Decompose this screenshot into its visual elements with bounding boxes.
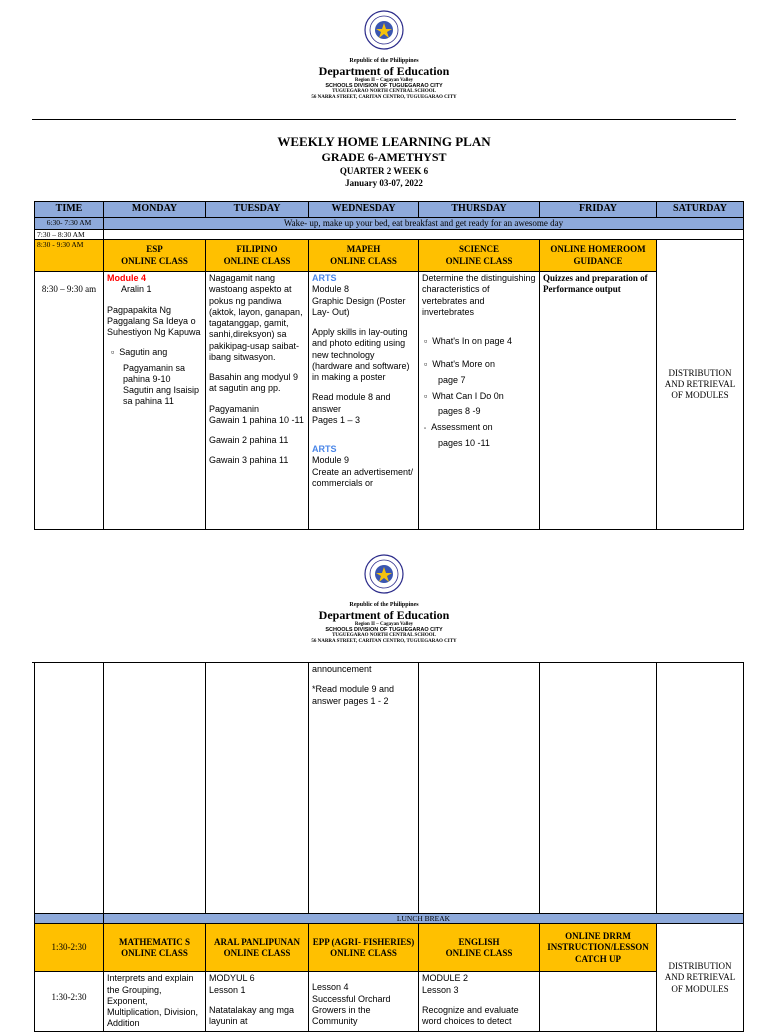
letterhead-page2 xyxy=(0,602,768,644)
region-text: Region II – Cagayan Valley xyxy=(354,621,414,627)
deped-seal-icon xyxy=(364,554,404,594)
content-row-afternoon xyxy=(35,972,744,1032)
thursday-intro: Determine the distinguishing characteristics of vertebrates and invertebrates xyxy=(422,273,536,317)
subject-filipino: FILIPINO ONLINE CLASS xyxy=(206,240,309,272)
subject-row-morning xyxy=(35,240,744,272)
wednesday-read-module9: *Read module 9 and answer pages 1 - 2 xyxy=(312,684,395,706)
wednesday-announcement: announcement xyxy=(312,664,372,674)
monday-module: Module 4 xyxy=(107,273,147,284)
plan-title: WEEKLY HOME LEARNING PLAN xyxy=(277,134,491,149)
deped-seal-icon xyxy=(364,10,404,50)
plan-dates: January 03-07, 2022 xyxy=(345,178,423,188)
monday-rest: Pagyamanin sa pahina 9-10 Sagutin ang Isaisip sa pahina 11 xyxy=(123,362,200,407)
wednesday-module8: Module 8 xyxy=(312,284,350,295)
wednesday-continuation xyxy=(309,663,419,914)
monday-bullet: Sagutin ang xyxy=(119,347,168,358)
bullet-icon: ▫ xyxy=(424,426,432,433)
schedule-table-page1 xyxy=(34,201,744,530)
tuesday-gawain1: Gawain 1 pahina 10 -11 xyxy=(209,414,304,425)
english-lesson: Lesson 3 xyxy=(422,984,459,995)
subject-esp: ESP ONLINE CLASS xyxy=(104,240,206,272)
time-830: 8:30 - 9:30 AM xyxy=(35,240,104,272)
thursday-assessment-pages: pages 10 -11 xyxy=(438,437,490,448)
bullet-icon: ▫ xyxy=(424,359,433,370)
wednesday-create: Create an advertisement/ commercials or xyxy=(312,466,414,488)
saturday-distribution-afternoon: DISTRIBUTION AND RETRIEVAL OF MODULES xyxy=(657,924,744,1032)
plan-grade: GRADE 6-AMETHYST xyxy=(321,150,447,164)
bullet-icon: ▫ xyxy=(424,390,433,401)
wednesday-arts-1: ARTS xyxy=(312,273,337,284)
monday-content xyxy=(104,272,206,530)
time-630: 6:30- 7:30 AM xyxy=(35,217,104,229)
thursday-what-can-i-do: What Can I Do 0n xyxy=(432,390,504,401)
wednesday-skills: Apply skills in lay-outing and photo editing using new technology (hardware and software) in making a poster xyxy=(312,327,410,383)
epp-title: Successful Orchard Growers in the Community xyxy=(312,993,391,1027)
time-morning: 8:30 – 9:30 am xyxy=(35,272,104,530)
department-text: Department of Education xyxy=(318,607,450,622)
bullet-icon: ▫ xyxy=(424,336,433,347)
ap-modyul: MODYUL 6 xyxy=(209,973,255,984)
epp-lesson: Lesson 4 xyxy=(312,982,349,993)
subject-english: ENGLISH ONLINE CLASS xyxy=(419,924,540,972)
subject-row-afternoon xyxy=(35,924,744,972)
time-afternoon-1: 1:30-2:30 xyxy=(35,924,104,972)
subject-mapeh: MAPEH ONLINE CLASS xyxy=(309,240,419,272)
schedule-table-page2 xyxy=(34,662,744,1032)
monday-aralin: Aralin 1 xyxy=(121,284,152,295)
thursday-whats-more-page: page 7 xyxy=(438,374,466,385)
header-rule xyxy=(32,119,736,120)
tuesday-gawain2: Gawain 2 pahina 11 xyxy=(209,435,289,446)
header-time: TIME xyxy=(35,202,104,218)
address-text: 56 NARRA STREET, CARITAN CENTRO, TUGUEGARAO CITY xyxy=(311,94,457,100)
day-header-row xyxy=(35,202,744,218)
header-saturday: SATURDAY xyxy=(657,202,744,218)
department-text: Department of Education xyxy=(318,63,450,78)
subject-homeroom: ONLINE HOMEROOM GUIDANCE xyxy=(540,240,657,272)
thursday-what-can-i-do-pages: pages 8 -9 xyxy=(438,406,481,417)
school-text: TUGUEGARAO NORTH CENTRAL SCHOOL xyxy=(332,89,436,95)
tuesday-gawain3: Gawain 3 pahina 11 xyxy=(209,455,289,466)
english-objective: Recognize and evaluate word choices to detect xyxy=(422,1004,519,1027)
tuesday-basahin: Basahin ang modyul 9 at sagutin ang pp. xyxy=(209,372,299,394)
thursday-assessment: Assessment on xyxy=(431,422,493,433)
thursday-whats-more: What's More on xyxy=(432,359,495,370)
wake-up-row xyxy=(35,217,744,229)
lunch-row xyxy=(35,914,744,924)
wednesday-read: Read module 8 and answer xyxy=(312,392,391,414)
division-text: SCHOOLS DIVISION OF TUGUEGARAO CITY xyxy=(325,627,443,634)
subject-drrm: ONLINE DRRM INSTRUCTION/LESSON CATCH UP xyxy=(540,924,657,972)
header-tuesday: TUESDAY xyxy=(206,202,309,218)
region-text: Region II – Cagayan Valley xyxy=(354,77,414,83)
ap-content xyxy=(206,972,309,1032)
time-730: 7:30 – 8:30 AM xyxy=(35,229,104,239)
tuesday-content xyxy=(206,272,309,530)
ap-objective: Natatalakay ang mga layunin at xyxy=(209,1004,295,1027)
ap-lesson: Lesson 1 xyxy=(209,984,246,995)
thursday-whats-in: What's In on page 4 xyxy=(432,336,512,347)
continuation-row xyxy=(35,663,744,914)
republic-text: Republic of the Philippines xyxy=(349,58,419,64)
english-content xyxy=(419,972,540,1032)
time-afternoon-2: 1:30-2:30 xyxy=(35,972,104,1032)
tuesday-pagyamanin: Pagyamanin xyxy=(209,403,260,414)
letterhead xyxy=(0,58,768,100)
monday-topic: Pagpapakita Ng Paggalang Sa Ideya o Suhestiyon Ng Kapuwa xyxy=(107,304,201,338)
math-content: Interprets and explain the Grouping, Exponent, Multiplication, Division, Addition xyxy=(104,972,206,1032)
wednesday-graphic-design: Graphic Design (Poster Lay- Out) xyxy=(312,295,406,317)
subject-science: SCIENCE ONLINE CLASS xyxy=(419,240,540,272)
epp-content xyxy=(309,972,419,1032)
wednesday-arts-2: ARTS xyxy=(312,444,337,455)
republic-text: Republic of the Philippines xyxy=(349,602,419,608)
lunch-break: LUNCH BREAK xyxy=(104,914,744,924)
content-row-morning xyxy=(35,272,744,530)
thursday-content xyxy=(419,272,540,530)
address-text: 56 NARRA STREET, CARITAN CENTRO, TUGUEGARAO CITY xyxy=(311,638,457,644)
tuesday-objective: Nagagamit nang wastoang aspekto at pokus ng pandiwa (aktok, layon, ganapan, tagatanggap, gamit, sanhi,direksyon) sa pakikipag-usap saibat- ibang sitwasyon. xyxy=(209,273,303,362)
header-thursday: THURSDAY xyxy=(419,202,540,218)
wednesday-content xyxy=(309,272,419,530)
wednesday-module9: Module 9 xyxy=(312,455,350,466)
wednesday-pages: Pages 1 – 3 xyxy=(312,414,361,425)
subject-ap: ARAL PANLIPUNAN ONLINE CLASS xyxy=(206,924,309,972)
subject-epp: EPP (AGRI- FISHERIES) ONLINE CLASS xyxy=(309,924,419,972)
wake-up-text: Wake- up, make up your bed, eat breakfast and get ready for an awesome day xyxy=(104,217,744,229)
row-730 xyxy=(35,229,744,239)
header-wednesday: WEDNESDAY xyxy=(309,202,419,218)
header-monday: MONDAY xyxy=(104,202,206,218)
english-module: MODULE 2 xyxy=(422,973,469,984)
bullet-icon: ▫ xyxy=(111,347,120,358)
saturday-distribution: DISTRIBUTION AND RETRIEVAL OF MODULES xyxy=(657,240,744,530)
subject-math: MATHEMATIC S ONLINE CLASS xyxy=(104,924,206,972)
header-friday: FRIDAY xyxy=(540,202,657,218)
plan-quarter: QUARTER 2 WEEK 6 xyxy=(339,166,429,176)
page-2 xyxy=(0,548,768,1029)
friday-content: Quizzes and preparation of Performance output xyxy=(540,272,657,530)
school-text: TUGUEGARAO NORTH CENTRAL SCHOOL xyxy=(332,633,436,639)
division-text: SCHOOLS DIVISION OF TUGUEGARAO CITY xyxy=(325,83,443,90)
